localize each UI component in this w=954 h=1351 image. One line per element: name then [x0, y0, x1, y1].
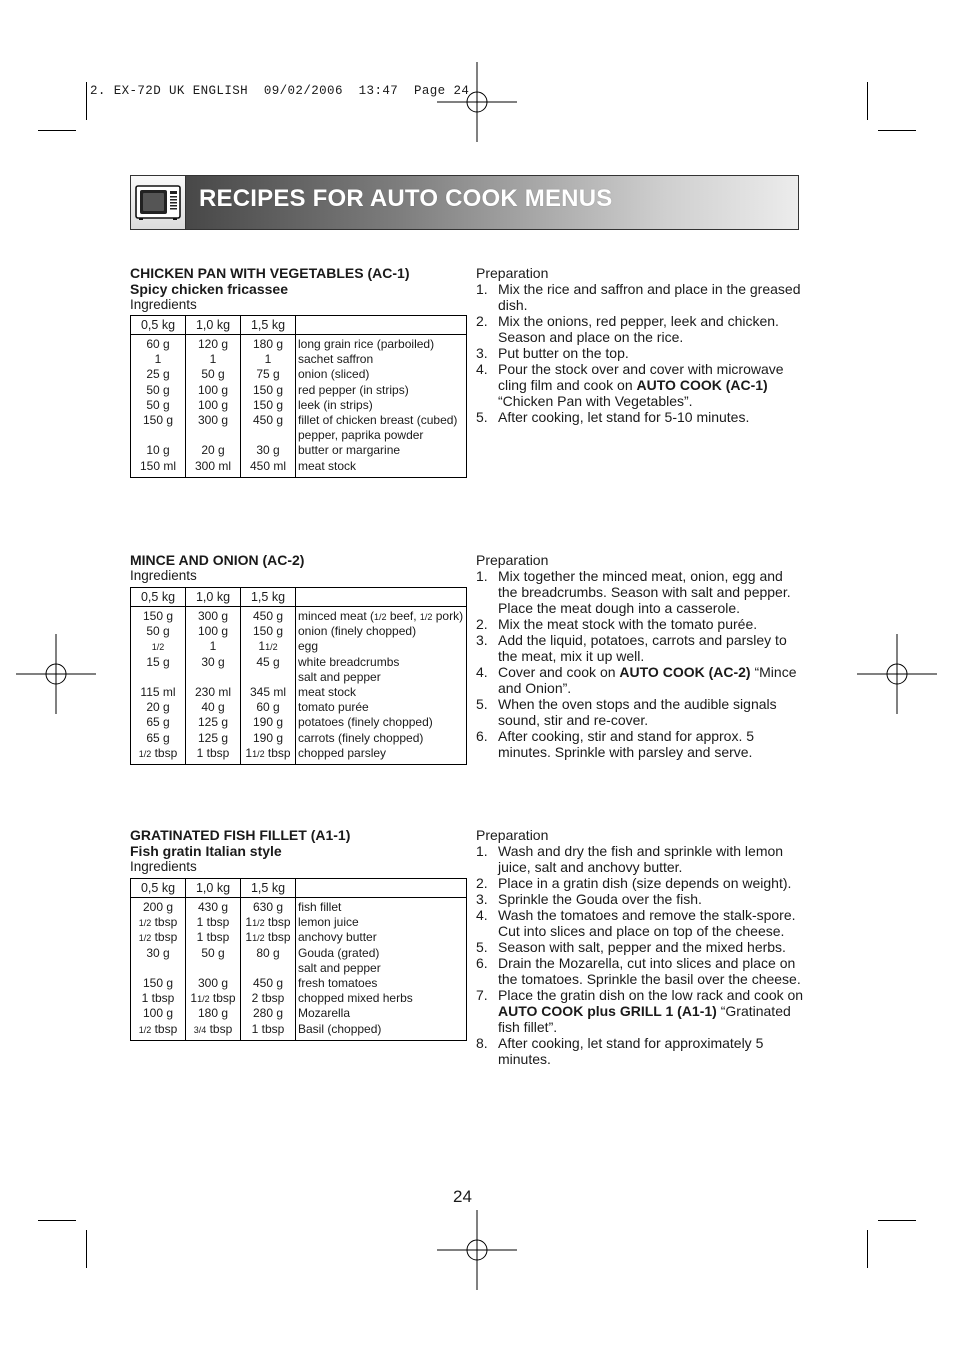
preparation-step: 4. Cover and cook on AUTO COOK (AC-2) “Mince and Onion”. [476, 664, 797, 696]
preparation-label: Preparation [476, 827, 549, 843]
table-cell: 150 g [142, 609, 174, 623]
recipe-ingredients-2 [130, 552, 304, 583]
step-number: 4. [476, 361, 488, 377]
table-cell: 450 g [252, 975, 284, 990]
table-cell: lemon juice [298, 915, 359, 930]
table-cell: chopped parsley [298, 745, 387, 760]
table-cell: 1 tbsp [196, 915, 230, 930]
crop-mark [86, 1230, 87, 1268]
table-cell: fresh tomatoes [298, 975, 378, 990]
table-cell: 50 g [146, 382, 170, 397]
table-cell: 40 g [201, 700, 225, 715]
qty-column [241, 898, 296, 1041]
table-cell: 30 g [201, 654, 225, 669]
table-cell [133, 670, 183, 685]
preparation-step: 1. Wash and dry the fish and sprinkle with lemon juice, salt and anchovy butter. [476, 843, 784, 875]
table-cell: 300 g [197, 975, 229, 990]
table-cell: 150 g [252, 397, 284, 412]
print-slug: 2. EX-72D UK ENGLISH 09/02/2006 13:47 Page 24 [90, 84, 470, 98]
table-cell: 1 [264, 352, 272, 367]
table-cell: 60 g [146, 337, 170, 351]
table-cell: 65 g [146, 715, 170, 730]
table-cell: 60 g [256, 700, 280, 715]
table-cell: tomato purée [298, 700, 369, 715]
table-header: 1,5 kg [241, 879, 296, 898]
table-cell: 150 g [142, 975, 174, 990]
crop-mark [38, 1220, 76, 1221]
step-number: 5. [476, 696, 488, 712]
table-cell: anchovy butter [298, 930, 377, 945]
ingredients-label: Ingredients [130, 297, 197, 312]
table-cell: 50 g [146, 624, 170, 639]
preparation-steps [476, 281, 806, 425]
qty-column [186, 607, 241, 765]
registration-mark-icon [16, 634, 96, 714]
step-program: AUTO COOK plus GRILL 1 (A1-1) [498, 1003, 717, 1019]
preparation-steps [476, 843, 806, 1067]
table-cell: 630 g [252, 900, 284, 914]
qty-column [131, 607, 186, 765]
table-cell: 30 g [146, 945, 170, 960]
qty-column [241, 607, 296, 765]
table-cell: 50 g [201, 367, 225, 382]
qty-column [241, 335, 296, 478]
table-cell: pepper, paprika powder [298, 428, 424, 443]
table-header: 0,5 kg [131, 879, 186, 898]
table-header: 1,5 kg [241, 316, 296, 335]
table-header [296, 316, 467, 335]
preparation-1 [476, 265, 806, 425]
table-header: 1,0 kg [186, 879, 241, 898]
step-number: 3. [476, 891, 488, 907]
table-cell: 1 tbsp [141, 991, 175, 1006]
table-cell: 230 ml [194, 684, 232, 699]
page-number: 24 [453, 1187, 472, 1206]
page-banner [130, 175, 799, 230]
step-number: 6. [476, 728, 488, 744]
table-cell [243, 670, 293, 685]
table-cell: 1 [209, 639, 217, 654]
table-cell: 200 g [142, 900, 174, 914]
qty-column [186, 335, 241, 478]
recipe-title: MINCE AND ONION (AC-2) [130, 552, 305, 568]
table-cell: 450 ml [249, 458, 287, 473]
preparation-step: 7. Place the gratin dish on the low rack and cook on AUTO COOK plus GRILL 1 (A1-1) “Gratinated fish fillet”. [476, 987, 804, 1035]
crop-mark [86, 82, 87, 120]
table-cell [188, 670, 238, 685]
preparation-step: 5. After cooking, let stand for 5-10 minutes. [476, 409, 750, 425]
table-cell: 45 g [256, 654, 280, 669]
step-number: 2. [476, 616, 488, 632]
table-cell: 1 [154, 352, 162, 367]
preparation-step: 2. Mix the onions, red pepper, leek and chicken. Season and place on the rice. [476, 313, 779, 345]
table-cell: 100 g [142, 1006, 174, 1021]
recipe-ingredients-1 [130, 265, 409, 312]
table-cell: 11/2 tbsp [190, 991, 236, 1006]
table-cell: 1 [209, 352, 217, 367]
ingredients-table [130, 315, 467, 478]
table-cell [188, 961, 238, 976]
table-cell: 1 tbsp [196, 930, 230, 945]
table-cell: salt and pepper [298, 960, 381, 975]
table-cell: 125 g [197, 730, 229, 745]
preparation-step: 3. Add the liquid, potatoes, carrots and parsley to the meat, mix it up well. [476, 632, 787, 664]
ingredients-table [130, 587, 467, 765]
table-cell: meat stock [298, 458, 357, 473]
preparation-step: 5. When the oven stops and the audible signals sound, stir and re-cover. [476, 696, 777, 728]
preparation-step: 3. Put butter on the top. [476, 345, 629, 361]
crop-mark [867, 1230, 868, 1268]
table-cell: egg [298, 639, 319, 654]
table-cell: carrots (finely chopped) [298, 730, 424, 745]
preparation-step: 5. Season with salt, pepper and the mixed herbs. [476, 939, 786, 955]
qty-column [186, 898, 241, 1041]
table-cell: onion (finely chopped) [298, 624, 417, 639]
qty-column [131, 335, 186, 478]
table-cell: 100 g [197, 624, 229, 639]
step-number: 4. [476, 907, 488, 923]
table-cell: 150 g [252, 382, 284, 397]
table-header [296, 879, 467, 898]
table-cell: leek (in strips) [298, 397, 373, 412]
table-cell: 50 g [201, 945, 225, 960]
ingredient-column [296, 607, 467, 765]
recipe-subtitle: Fish gratin Italian style [130, 843, 282, 859]
table-cell: 300 ml [194, 458, 232, 473]
registration-mark-icon [437, 62, 517, 142]
table-cell: Gouda (grated) [298, 945, 380, 960]
table-cell: 2 tbsp [251, 991, 285, 1006]
table-cell: 125 g [197, 715, 229, 730]
table-cell: salt and pepper [298, 669, 381, 684]
table-header: 1,0 kg [186, 588, 241, 607]
table-cell: 11/2 tbsp [245, 930, 291, 945]
preparation-steps [476, 568, 806, 760]
table-cell: 450 g [252, 412, 284, 427]
step-number: 5. [476, 939, 488, 955]
table-cell: 300 g [197, 412, 229, 427]
table-cell: Mozarella [298, 1006, 351, 1021]
step-number: 2. [476, 313, 488, 329]
registration-mark-icon [857, 634, 937, 714]
table-cell: 1/2 tbsp [138, 1021, 178, 1036]
step-number: 4. [476, 664, 488, 680]
table-cell [133, 961, 183, 976]
table-cell: 280 g [252, 1006, 284, 1021]
table-cell: 65 g [146, 730, 170, 745]
step-number: 3. [476, 632, 488, 648]
recipe-ingredients-3 [130, 827, 350, 874]
crop-mark [878, 130, 916, 131]
crop-mark [867, 82, 868, 120]
table-cell: 11/2 tbsp [245, 915, 291, 930]
table-cell: 450 g [252, 609, 284, 623]
table-cell: fish fillet [298, 900, 342, 914]
step-number: 7. [476, 987, 488, 1003]
preparation-step: 4. Wash the tomatoes and remove the stalk-spore. Cut into slices and place on top of the cheese. [476, 907, 796, 939]
table-cell: 11/2 tbsp [245, 745, 291, 760]
ingredient-column [296, 898, 467, 1041]
table-cell: 430 g [197, 900, 229, 914]
preparation-step: 1. Mix the rice and saffron and place in the greased dish. [476, 281, 801, 313]
table-cell: 345 ml [249, 684, 287, 699]
preparation-label: Preparation [476, 552, 549, 568]
table-cell: 30 g [256, 443, 280, 458]
table-cell: long grain rice (parboiled) [298, 337, 435, 351]
ingredients-label: Ingredients [130, 568, 197, 583]
ingredient-column [296, 335, 467, 478]
step-number: 8. [476, 1035, 488, 1051]
table-cell: 11/2 [258, 639, 278, 654]
table-cell: onion (sliced) [298, 367, 370, 382]
page-title: RECIPES FOR AUTO COOK MENUS [199, 185, 613, 212]
table-cell: 115 ml [140, 684, 176, 699]
table-cell: 100 g [197, 397, 229, 412]
registration-mark-icon [437, 1210, 517, 1290]
step-number: 6. [476, 955, 488, 971]
table-header: 1,5 kg [241, 588, 296, 607]
recipe-title: CHICKEN PAN WITH VEGETABLES (AC-1) [130, 265, 410, 281]
table-cell: 1 tbsp [251, 1021, 285, 1036]
crop-mark [878, 1220, 916, 1221]
table-cell [243, 428, 293, 443]
table-cell: 80 g [256, 945, 280, 960]
preparation-3 [476, 827, 806, 1067]
qty-column [131, 898, 186, 1041]
table-cell: chopped mixed herbs [298, 991, 413, 1006]
table-cell: 150 ml [139, 458, 177, 473]
table-cell: 300 g [197, 609, 229, 623]
table-cell: meat stock [298, 684, 357, 699]
preparation-step: 3. Sprinkle the Gouda over the fish. [476, 891, 702, 907]
table-cell: 190 g [252, 715, 284, 730]
table-cell [188, 428, 238, 443]
recipe-subtitle: Spicy chicken fricassee [130, 281, 288, 297]
table-cell: 20 g [146, 700, 170, 715]
preparation-step: 1. Mix together the minced meat, onion, egg and the breadcrumbs. Season with salt and pepper. Place the meat dough into a casserole. [476, 568, 791, 616]
table-header: 1,0 kg [186, 316, 241, 335]
table-header: 0,5 kg [131, 316, 186, 335]
table-cell: 1 tbsp [196, 745, 230, 760]
preparation-step: 6. Drain the Mozarella, cut into slices and place on the tomatoes. Sprinkle the basil over the cheese. [476, 955, 801, 987]
recipe-title: GRATINATED FISH FILLET (A1-1) [130, 827, 351, 843]
preparation-step: 2. Place in a gratin dish (size depends on weight). [476, 875, 792, 891]
step-number: 1. [476, 843, 488, 859]
table-cell: 20 g [201, 443, 225, 458]
table-cell: 1/2 [151, 642, 165, 653]
preparation-2 [476, 552, 806, 760]
table-cell: 150 g [142, 412, 174, 427]
table-cell: 10 g [146, 443, 170, 458]
ingredients-label: Ingredients [130, 859, 197, 874]
table-cell: red pepper (in strips) [298, 382, 409, 397]
table-cell: 190 g [252, 730, 284, 745]
table-cell [133, 428, 183, 443]
table-cell: 15 g [146, 654, 170, 669]
table-cell: 180 g [197, 1006, 229, 1021]
table-cell: 100 g [197, 382, 229, 397]
table-cell: 50 g [146, 397, 170, 412]
table-header: 0,5 kg [131, 588, 186, 607]
table-cell: 1/2 tbsp [138, 745, 178, 760]
table-cell [243, 961, 293, 976]
step-number: 1. [476, 568, 488, 584]
table-cell: 1/2 tbsp [138, 930, 178, 945]
preparation-step: 6. After cooking, stir and stand for approx. 5 minutes. Sprinkle with parsley and serve. [476, 728, 755, 760]
table-cell: 150 g [252, 624, 284, 639]
step-number: 2. [476, 875, 488, 891]
preparation-step: 4. Pour the stock over and cover with microwave cling film and cook on AUTO COOK (AC-1) “Chicken Pan with Vegetables”. [476, 361, 784, 409]
table-cell: fillet of chicken breast (cubed) [298, 412, 458, 427]
table-cell: 75 g [256, 367, 280, 382]
preparation-step: 2. Mix the meat stock with the tomato purée. [476, 616, 758, 632]
table-cell: 1/2 tbsp [138, 915, 178, 930]
crop-mark [38, 130, 76, 131]
preparation-step: 8. After cooking, let stand for approximately 5 minutes. [476, 1035, 764, 1067]
step-program: AUTO COOK (AC-2) [619, 664, 751, 680]
table-cell: butter or margarine [298, 443, 401, 458]
step-program: AUTO COOK (AC-1) [636, 377, 768, 393]
table-cell: sachet saffron [298, 352, 374, 367]
microwave-icon [131, 176, 186, 229]
table-cell: potatoes (finely chopped) [298, 715, 433, 730]
table-cell: 3/4 tbsp [193, 1021, 233, 1036]
table-cell: 180 g [252, 337, 284, 351]
ingredients-table [130, 878, 467, 1041]
step-number: 5. [476, 409, 488, 425]
table-cell: white breadcrumbs [298, 654, 400, 669]
table-cell: Basil (chopped) [298, 1021, 382, 1036]
preparation-label: Preparation [476, 265, 549, 281]
step-number: 3. [476, 345, 488, 361]
step-number: 1. [476, 281, 488, 297]
table-cell: 120 g [197, 337, 229, 351]
table-header [296, 588, 467, 607]
table-cell: 25 g [146, 367, 170, 382]
table-cell: minced meat (1/2 beef, 1/2 pork) [298, 609, 464, 623]
